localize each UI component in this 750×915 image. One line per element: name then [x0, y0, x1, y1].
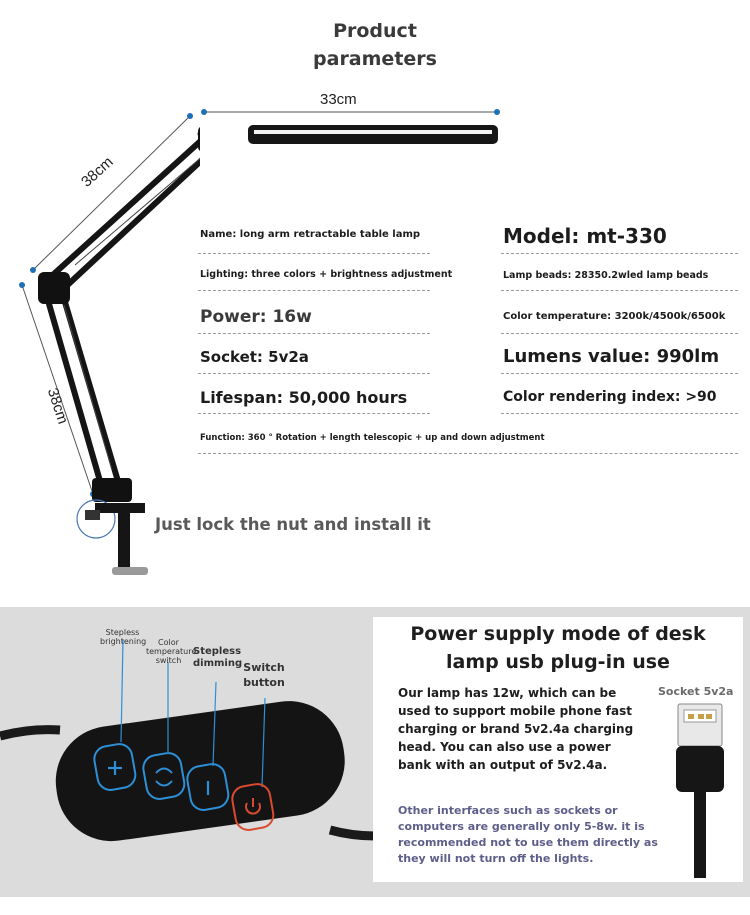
spec-lifespan: Lifespan: 50,000 hours: [200, 388, 408, 407]
power-supply-paragraph-2: Other interfaces such as sockets or computers are generally only 5-8w. it is recommended not to use them directly as they will not turn off the lights.: [398, 804, 658, 865]
upper-arm-label: 38cm: [78, 153, 117, 191]
title-line-1: Product: [333, 20, 417, 42]
spec-lumens: Lumens value: 990lm: [503, 346, 720, 367]
spec-lighting: Lighting: three colors + brightness adjustment: [200, 269, 453, 280]
label-stepless-brightening: Stepless brightening: [100, 628, 147, 646]
power-supply-title-line-2: lamp usb plug-in use: [446, 651, 670, 673]
install-note: Just lock the nut and install it: [155, 515, 431, 534]
spec-color-temperature: Color temperature: 3200k/4500k/6500k: [503, 311, 726, 322]
spec-model: Model: mt-330: [503, 224, 667, 248]
power-supply-paragraph-1: Our lamp has 12w, which can be used to support mobile phone fast charging or brand 5v2.4a charging head. You can also use a power bank with an output of 5v2.4a.: [398, 686, 634, 772]
spec-cri: Color rendering index: >90: [503, 389, 717, 405]
spec-name: Name: long arm retractable table lamp: [200, 229, 421, 240]
label-switch-button: Switch button: [243, 661, 285, 689]
spec-lamp-beads: Lamp beads: 28350.2wled lamp beads: [503, 270, 709, 281]
power-supply-title-line-1: Power supply mode of desk: [410, 623, 706, 645]
title-line-2: parameters: [313, 48, 437, 70]
usb-plug-icon: [660, 700, 740, 880]
lamp-clamp: [77, 500, 148, 575]
spec-function: Function: 360 ° Rotation + length telescopic + up and down adjustment: [200, 433, 545, 443]
page-title: [0, 17, 750, 73]
lamp-head: [240, 120, 502, 150]
socket-label: Socket 5v2a: [658, 685, 734, 698]
lamp-arms: [45, 134, 200, 488]
power-supply-title: [375, 620, 741, 676]
spec-socket: Socket: 5v2a: [200, 348, 309, 366]
lower-arm-label: 38cm: [43, 386, 72, 427]
label-color-temperature-switch: Color temperature switch: [146, 638, 197, 665]
spec-power: Power: 16w: [200, 307, 312, 327]
label-stepless-dimming: Stepless dimming: [193, 646, 243, 669]
width-label: 33cm: [320, 91, 357, 108]
